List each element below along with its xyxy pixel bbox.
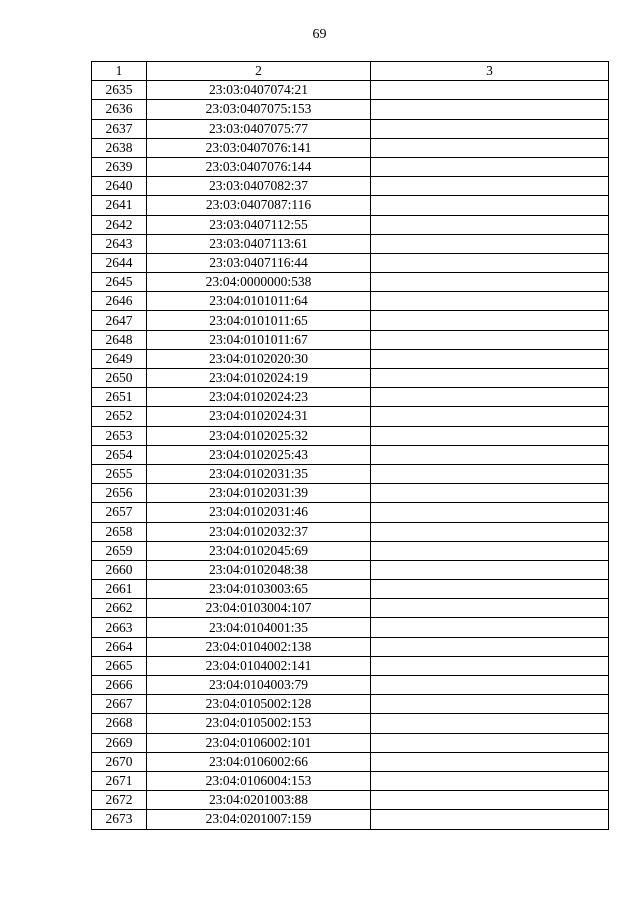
table-row <box>92 522 609 541</box>
table-cell-col1: 2657 <box>92 503 147 522</box>
table-cell-col3 <box>371 771 609 790</box>
table-cell-col2: 23:03:0407076:144 <box>147 157 371 176</box>
table-cell-col1: 2642 <box>92 215 147 234</box>
table-cell-col2: 23:04:0101011:65 <box>147 311 371 330</box>
table-cell-col1: 2651 <box>92 388 147 407</box>
table-cell-col3 <box>371 599 609 618</box>
table-cell-col2: 23:04:0201003:88 <box>147 791 371 810</box>
table-cell-col1: 2641 <box>92 196 147 215</box>
table-row <box>92 407 609 426</box>
table-cell-col3 <box>371 580 609 599</box>
table-cell-col2: 23:04:0102031:46 <box>147 503 371 522</box>
table-cell-col3 <box>371 541 609 560</box>
table-row <box>92 388 609 407</box>
table-cell-col1: 2663 <box>92 618 147 637</box>
table-row <box>92 81 609 100</box>
table-cell-col3 <box>371 522 609 541</box>
table-cell-col2: 23:03:0407113:61 <box>147 234 371 253</box>
table-cell-col1: 2638 <box>92 138 147 157</box>
table-cell-col1: 2666 <box>92 676 147 695</box>
table-row <box>92 752 609 771</box>
table-row <box>92 695 609 714</box>
table-row <box>92 637 609 656</box>
table-cell-col3 <box>371 234 609 253</box>
table-row <box>92 484 609 503</box>
table-cell-col1: 2636 <box>92 100 147 119</box>
table-cell-col3 <box>371 273 609 292</box>
table-cell-col2: 23:04:0101011:67 <box>147 330 371 349</box>
table-cell-col1: 2640 <box>92 177 147 196</box>
table-cell-col3 <box>371 637 609 656</box>
table-cell-col3 <box>371 119 609 138</box>
table-cell-col1: 2669 <box>92 733 147 752</box>
table-cell-col3 <box>371 138 609 157</box>
table-cell-col3 <box>371 349 609 368</box>
table-cell-col2: 23:04:0102031:39 <box>147 484 371 503</box>
table-cell-col3 <box>371 445 609 464</box>
table-row <box>92 349 609 368</box>
table-row <box>92 138 609 157</box>
table-cell-col3 <box>371 369 609 388</box>
table-cell-col1: 2670 <box>92 752 147 771</box>
table-cell-col1: 2647 <box>92 311 147 330</box>
table-row <box>92 714 609 733</box>
table-cell-col1: 2639 <box>92 157 147 176</box>
table-cell-col2: 23:04:0102024:19 <box>147 369 371 388</box>
table-row <box>92 656 609 675</box>
table-cell-col3 <box>371 560 609 579</box>
table-header-row <box>92 62 609 81</box>
table-cell-col1: 2646 <box>92 292 147 311</box>
table-cell-col3 <box>371 253 609 272</box>
table-row <box>92 215 609 234</box>
table-row <box>92 292 609 311</box>
table-cell-col2: 23:04:0106002:66 <box>147 752 371 771</box>
table-cell-col3 <box>371 695 609 714</box>
table-cell-col2: 23:04:0000000:538 <box>147 273 371 292</box>
table-cell-col3 <box>371 656 609 675</box>
table-row <box>92 311 609 330</box>
table-cell-col3 <box>371 426 609 445</box>
table-row <box>92 791 609 810</box>
table-cell-col1: 2653 <box>92 426 147 445</box>
table-cell-col1: 2645 <box>92 273 147 292</box>
table-cell-col1: 2673 <box>92 810 147 829</box>
table-cell-col3 <box>371 714 609 733</box>
table-cell-col2: 23:03:0407116:44 <box>147 253 371 272</box>
table-cell-col2: 23:04:0102020:30 <box>147 349 371 368</box>
table-cell-col1: 2667 <box>92 695 147 714</box>
table-row <box>92 426 609 445</box>
table-row <box>92 234 609 253</box>
table-cell-col3 <box>371 676 609 695</box>
table-cell-col1: 2637 <box>92 119 147 138</box>
table-cell-col3 <box>371 810 609 829</box>
table-cell-col2: 23:04:0102031:35 <box>147 464 371 483</box>
table-cell-col2: 23:03:0407087:116 <box>147 196 371 215</box>
table-cell-col1: 2656 <box>92 484 147 503</box>
table-row <box>92 445 609 464</box>
table-cell-col3 <box>371 311 609 330</box>
table-cell-col2: 23:04:0102024:23 <box>147 388 371 407</box>
table-cell-col2: 23:04:0102045:69 <box>147 541 371 560</box>
table-cell-col3 <box>371 752 609 771</box>
table-row <box>92 580 609 599</box>
table-row <box>92 119 609 138</box>
table-cell-col1: 2672 <box>92 791 147 810</box>
table-cell-col1: 2671 <box>92 771 147 790</box>
table-cell-col2: 23:04:0103003:65 <box>147 580 371 599</box>
table-cell-col2: 23:04:0103004:107 <box>147 599 371 618</box>
table-cell-col1: 2648 <box>92 330 147 349</box>
table-cell-col2: 23:03:0407075:153 <box>147 100 371 119</box>
table-row <box>92 771 609 790</box>
table-cell-col1: 2643 <box>92 234 147 253</box>
table-cell-col3 <box>371 791 609 810</box>
table-row <box>92 157 609 176</box>
table-cell-col2: 23:03:0407074:21 <box>147 81 371 100</box>
table-row <box>92 330 609 349</box>
table-cell-col2: 23:04:0102032:37 <box>147 522 371 541</box>
table-cell-col2: 23:04:0104002:141 <box>147 656 371 675</box>
table-row <box>92 599 609 618</box>
table-body <box>92 81 609 829</box>
table-cell-col3 <box>371 388 609 407</box>
table-cell-col2: 23:04:0106004:153 <box>147 771 371 790</box>
table-cell-col1: 2658 <box>92 522 147 541</box>
table-cell-col2: 23:04:0106002:101 <box>147 733 371 752</box>
table-row <box>92 560 609 579</box>
table-row <box>92 733 609 752</box>
data-table <box>91 61 609 830</box>
table-cell-col3 <box>371 464 609 483</box>
table-row <box>92 273 609 292</box>
table-cell-col1: 2662 <box>92 599 147 618</box>
table-cell-col3 <box>371 330 609 349</box>
table-row <box>92 810 609 829</box>
table-row <box>92 676 609 695</box>
column-header-1: 1 <box>92 62 147 81</box>
table-cell-col3 <box>371 157 609 176</box>
table-row <box>92 196 609 215</box>
table-row <box>92 177 609 196</box>
table-cell-col2: 23:03:0407076:141 <box>147 138 371 157</box>
table-cell-col3 <box>371 215 609 234</box>
table-cell-col3 <box>371 733 609 752</box>
table-cell-col1: 2650 <box>92 369 147 388</box>
table-row <box>92 618 609 637</box>
table-row <box>92 503 609 522</box>
column-header-3: 3 <box>371 62 609 81</box>
page-number: 69 <box>312 27 327 42</box>
table-cell-col3 <box>371 484 609 503</box>
table-row <box>92 100 609 119</box>
table-cell-col3 <box>371 81 609 100</box>
table-cell-col2: 23:04:0102024:31 <box>147 407 371 426</box>
table-row <box>92 541 609 560</box>
table-cell-col2: 23:04:0105002:128 <box>147 695 371 714</box>
table-cell-col2: 23:04:0105002:153 <box>147 714 371 733</box>
table-cell-col2: 23:03:0407112:55 <box>147 215 371 234</box>
table-cell-col3 <box>371 100 609 119</box>
table-cell-col1: 2661 <box>92 580 147 599</box>
table-cell-col2: 23:04:0101011:64 <box>147 292 371 311</box>
table-cell-col1: 2668 <box>92 714 147 733</box>
table-cell-col3 <box>371 618 609 637</box>
table-cell-col1: 2659 <box>92 541 147 560</box>
table-cell-col1: 2644 <box>92 253 147 272</box>
table-cell-col2: 23:04:0102025:32 <box>147 426 371 445</box>
table-cell-col2: 23:04:0104001:35 <box>147 618 371 637</box>
table-cell-col3 <box>371 407 609 426</box>
table-cell-col1: 2660 <box>92 560 147 579</box>
table-cell-col2: 23:03:0407082:37 <box>147 177 371 196</box>
table-cell-col2: 23:04:0102048:38 <box>147 560 371 579</box>
table-cell-col1: 2655 <box>92 464 147 483</box>
table-cell-col2: 23:04:0104002:138 <box>147 637 371 656</box>
table-cell-col1: 2654 <box>92 445 147 464</box>
table-cell-col1: 2652 <box>92 407 147 426</box>
table-cell-col1: 2635 <box>92 81 147 100</box>
table-cell-col1: 2664 <box>92 637 147 656</box>
table-cell-col2: 23:04:0201007:159 <box>147 810 371 829</box>
table-cell-col3 <box>371 292 609 311</box>
table-cell-col2: 23:04:0104003:79 <box>147 676 371 695</box>
table-row <box>92 464 609 483</box>
table-cell-col3 <box>371 177 609 196</box>
table-row <box>92 253 609 272</box>
table-cell-col2: 23:04:0102025:43 <box>147 445 371 464</box>
table-cell-col3 <box>371 196 609 215</box>
table-cell-col1: 2649 <box>92 349 147 368</box>
table-cell-col1: 2665 <box>92 656 147 675</box>
table-cell-col2: 23:03:0407075:77 <box>147 119 371 138</box>
table-cell-col3 <box>371 503 609 522</box>
column-header-2: 2 <box>147 62 371 81</box>
table-row <box>92 369 609 388</box>
